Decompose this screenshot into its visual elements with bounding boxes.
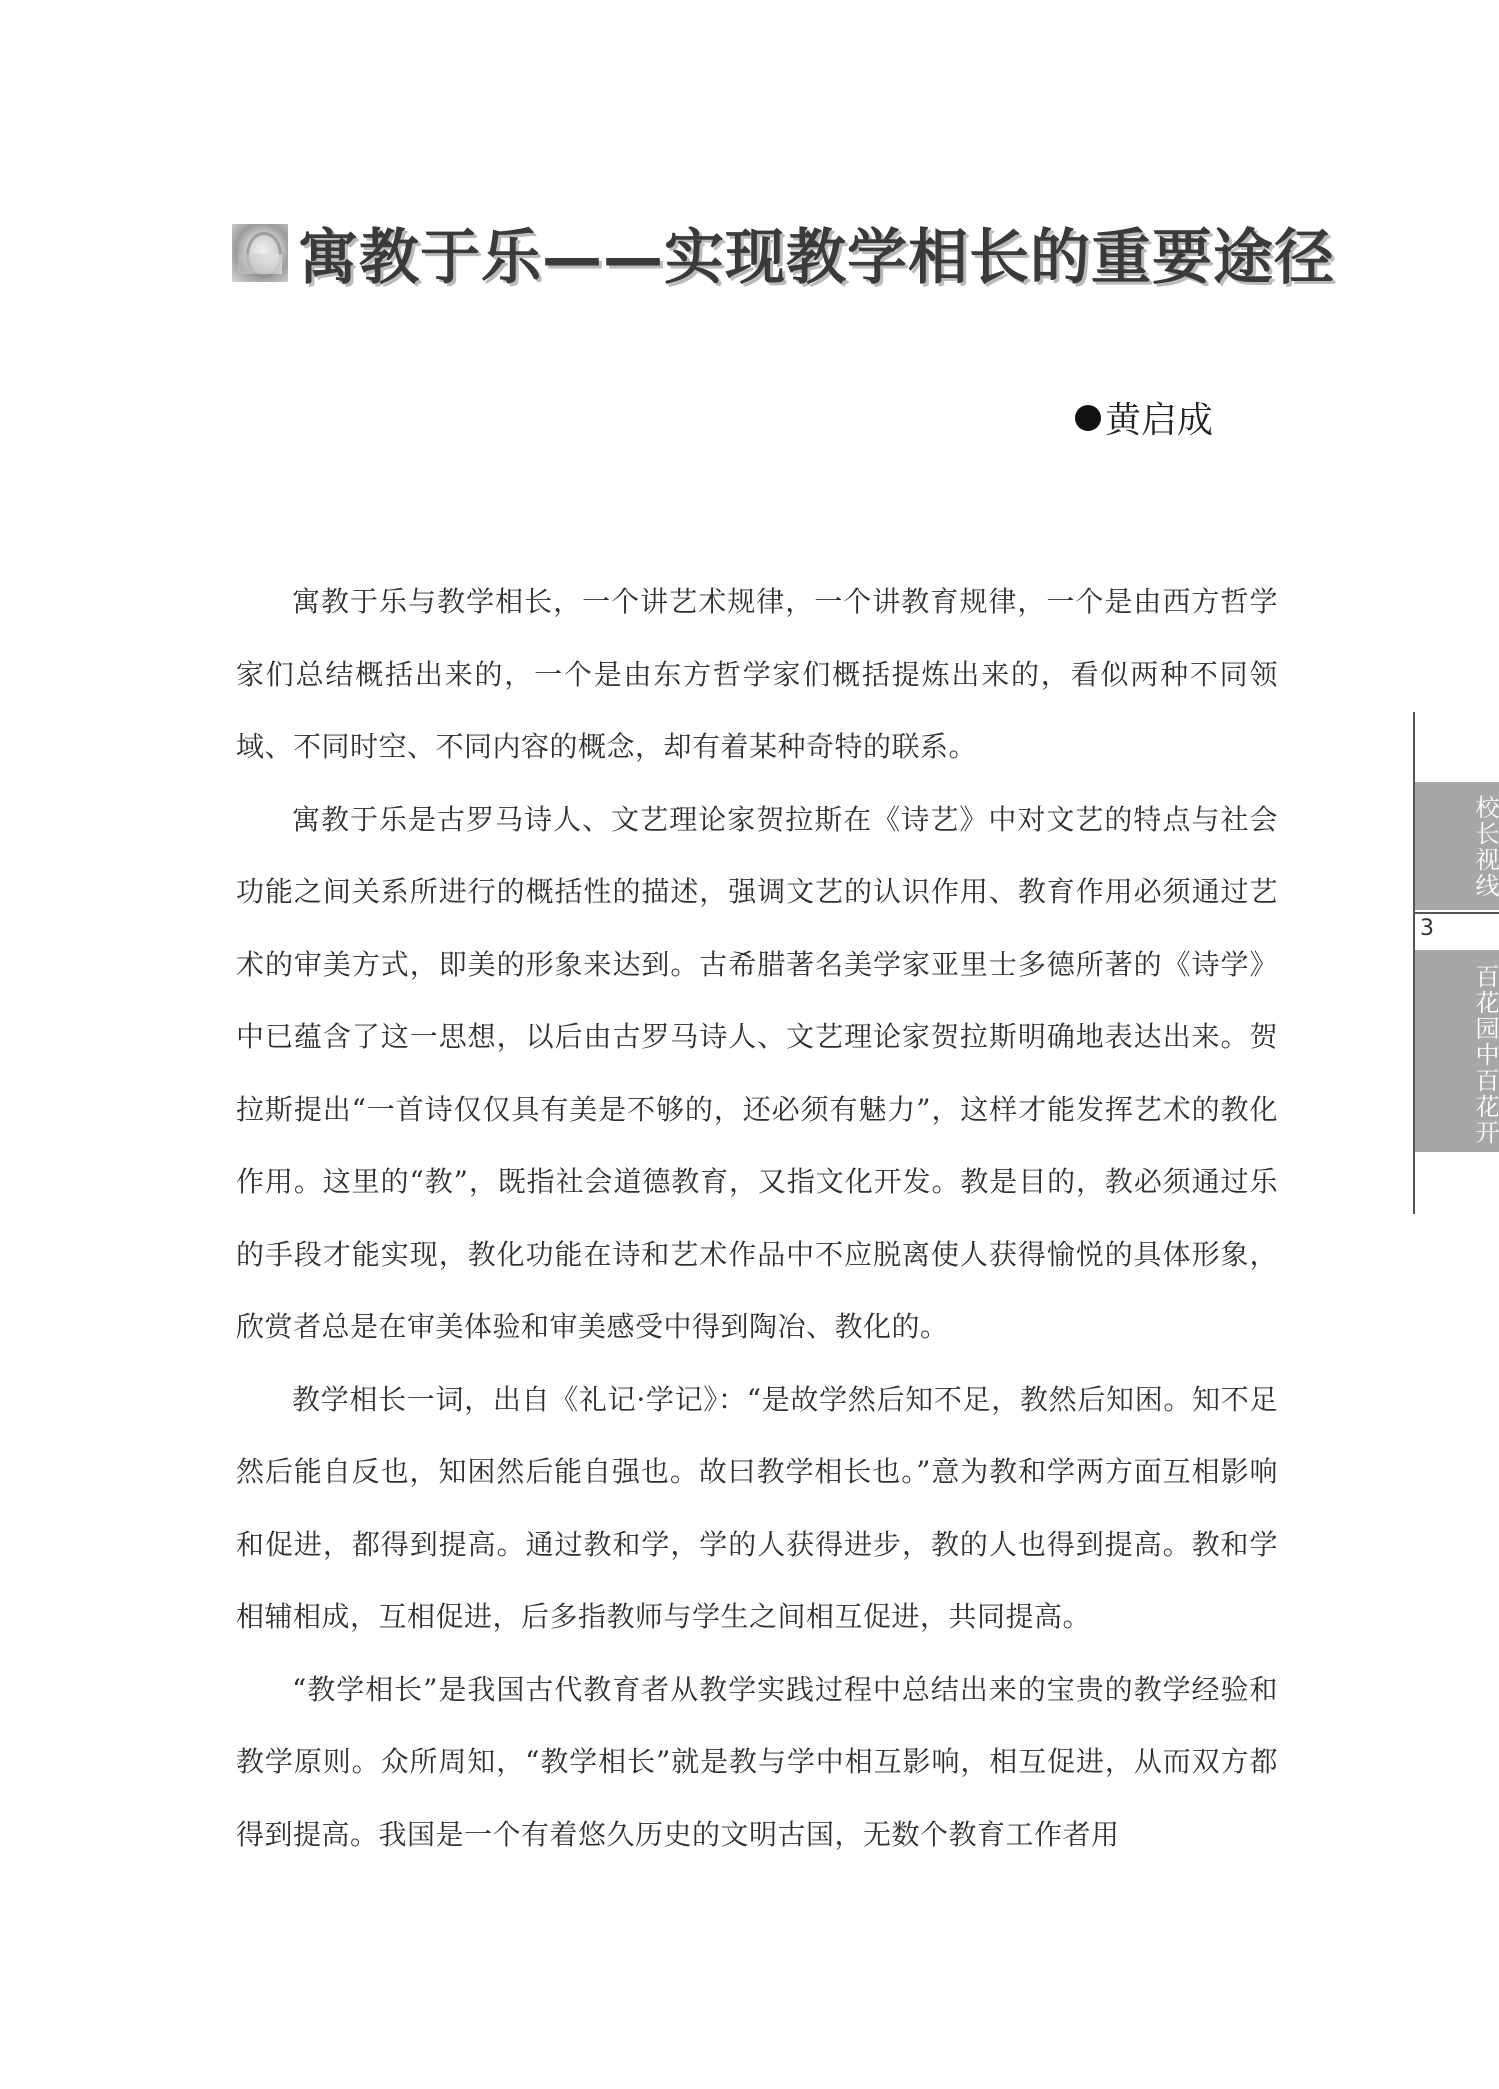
page-number: 3	[1420, 916, 1434, 941]
author-line	[1075, 392, 1213, 443]
paragraph-2: 寓教于乐是古罗马诗人、文艺理论家贺拉斯在《诗艺》中对文艺的特点与社会功能之间关系所进行的概括性的描述，强调文艺的认识作用、教育作用必须通过艺术的审美方式，即美的形象来达到。古希腊著名美学家亚里士多德所著的《诗学》中已蕴含了这一思想，以后由古罗马诗人、文艺理论家贺拉斯明确地表达出来。贺拉斯提出“一首诗仅仅具有美是不够的，还必须有魅力”，这样才能发挥艺术的教化作用。这里的“教”，既指社会道德教育，又指文化开发。教是目的，教必须通过乐的手段才能实现，教化功能在诗和艺术作品中不应脱离使人获得愉悦的具体形象，欣赏者总是在审美体验和审美感受中得到陶冶、教化的。	[236, 802, 1278, 1343]
article-title: 寓教于乐——实现教学相长的重要途径	[298, 222, 1335, 293]
side-column-label: 百花园中百花开	[1471, 964, 1499, 1146]
paragraph-3: 教学相长一词，出自《礼记·学记》：“是故学然后知不足，教然后知困。知不足然后能自反也，知困然后能自强也。故曰教学相长也。”意为教和学两方面互相影响和促进，都得到提高。通过教和学，学的人获得进步，教的人也得到提高。教和学相辅相成，互相促进，后多指教师与学生之间相互促进，共同提高。	[236, 1382, 1278, 1633]
bullet-dot-icon	[1075, 405, 1101, 431]
title-ornament-icon	[232, 224, 288, 282]
paragraph-1: 寓教于乐与教学相长，一个讲艺术规律，一个讲教育规律，一个是由西方哲学家们总结概括出来的，一个是由东方哲学家们概括提炼出来的，看似两种不同领域、不同时空、不同内容的概念，却有着某种奇特的联系。	[236, 585, 1278, 763]
article-title-block	[232, 215, 1335, 293]
paragraph-4: “教学相长”是我国古代教育者从教学实践过程中总结出来的宝贵的教学经验和教学原则。众所周知，“教学相长”就是教与学中相互影响，相互促进，从而双方都得到提高。我国是一个有着悠久历史的文明古国，无数个教育工作者用	[236, 1672, 1278, 1851]
side-section-label: 校长视线	[1471, 795, 1499, 899]
side-tab-top-line	[1413, 712, 1415, 782]
author-name: 黄启成	[1104, 400, 1213, 441]
article-body	[236, 566, 1278, 1871]
